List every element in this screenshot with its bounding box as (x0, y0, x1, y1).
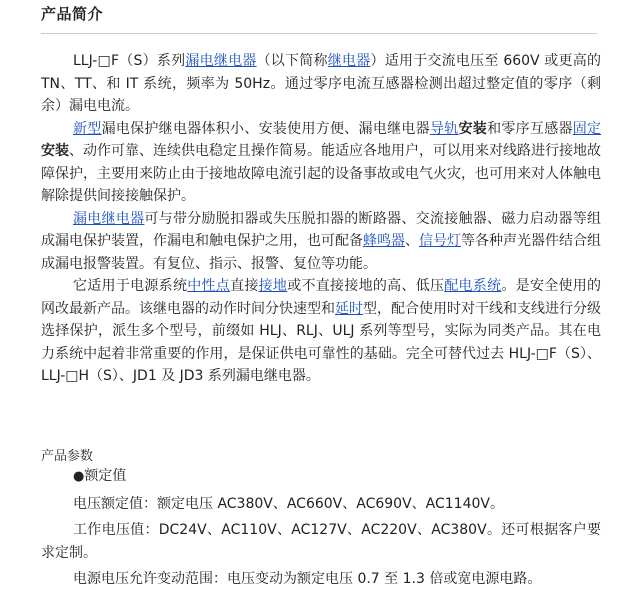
param-line-working-voltage: 工作电压值：DC24V、AC110V、AC127V、AC220V、AC380V。还可根据客户要求定制。 (41, 522, 601, 561)
text-run: LLJ-□F（S）系列 (73, 53, 186, 69)
rated-values-item (41, 465, 601, 489)
bullet-icon: ● (73, 469, 85, 484)
intro-paragraph-4 (41, 275, 601, 388)
text-run: 可与带分励脱扣器或失压脱扣器的断路器、交流接触器、磁力启动器等组成漏电保护装置，作漏电和触电保护之用，也可配备 (41, 210, 601, 249)
text-run: 、动作可靠、连续供电稳定且操作简易。能适应各地用户，可以用来对线路进行接地故障保护，主要用来防止由于接地故障电流引起的设备事故或电气火灾，也可用来对人体触电解除提供间接接触保护。 (41, 143, 601, 204)
section-heading: 产品简介 (41, 5, 104, 23)
text-run: 、 (405, 233, 419, 249)
text-run: 和零序互感器 (487, 120, 573, 137)
text-run: 它适用于电源系统 (73, 278, 188, 294)
link-distribution-system[interactable]: 配电系统 (444, 278, 502, 294)
text-run: 型，配合使用时对干线和支线进行分级选择保护，派生多个型号，前缀如 HLJ、RLJ、ULJ 系列等型号，实际为同类产品。其在电力系统中起着非常重要的作用，是保证供电可靠性的基础。完全可替代过去 HLJ-□F（S）、LLJ-□H（S）、JD1 及 JD3 系列漏电继电器。 (41, 300, 601, 384)
text-run: （以下简称 (256, 53, 328, 69)
link-neutral-point[interactable]: 中性点 (187, 278, 231, 294)
param-line-rated-voltage: 电压额定值：额定电压 AC380V、AC660V、AC690V、AC1140V。 (73, 495, 504, 512)
params-body (41, 465, 601, 590)
intro-paragraph-1 (41, 50, 601, 118)
text-run: 直接 (230, 278, 259, 294)
params-title: 产品参数 (41, 449, 94, 464)
link-leakage-relay[interactable]: 漏电继电器 (185, 53, 257, 69)
link-fixed[interactable]: 固定 (572, 120, 602, 137)
link-buzzer[interactable]: 蜂鸣器 (363, 233, 405, 249)
link-rail[interactable]: 导轨 (429, 120, 459, 137)
intro-body (41, 50, 601, 388)
link-leakage-relay-2[interactable]: 漏电继电器 (73, 210, 145, 227)
rated-values-label: 额定值 (84, 468, 127, 484)
param-line-voltage-range: 电源电压允许变动范围：电压变动为额定电压 0.7 至 1.3 倍或宽电源电路。 (73, 571, 542, 587)
link-grounding[interactable]: 接地 (258, 278, 288, 294)
text-run: 。是安全使用的网改最新产品。该继电器的动作时间分快速型和 (41, 278, 602, 317)
text-run: ）适用于交流电压至 660V 或更高的 TN、TT、和 IT 系统，频率为 50Hz。通过零序电流互感器检测出超过整定值的零序（剩余）漏电电流。 (41, 53, 602, 114)
link-signal-lamp[interactable]: 信号灯 (419, 233, 461, 249)
text-run: 或不直接接地的高、低压 (287, 278, 445, 294)
intro-paragraph-2 (41, 118, 601, 208)
intro-paragraph-3 (41, 208, 601, 276)
link-relay[interactable]: 继电器 (327, 53, 371, 69)
text-run: 等各种声光器件结合组成漏电报警装置。有复位、指示、报警、复位等功能。 (41, 233, 601, 272)
link-new-type[interactable]: 新型 (73, 120, 102, 137)
heading-divider (41, 33, 597, 34)
bold-text: 安装 (41, 143, 69, 159)
link-delay[interactable]: 延时 (335, 300, 363, 317)
bold-text: 安装 (458, 120, 488, 137)
text-run: 漏电保护继电器体积小、安装使用方便、漏电继电器 (101, 120, 430, 137)
